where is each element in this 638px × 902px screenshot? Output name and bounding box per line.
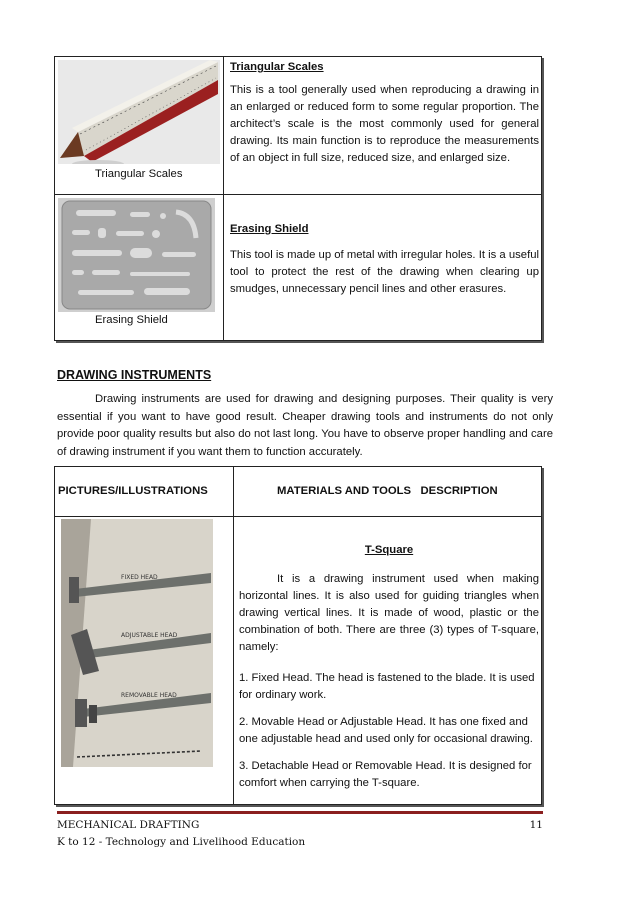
table-row-triangular-scales	[55, 57, 541, 195]
page-footer	[57, 811, 543, 851]
tools-table	[54, 56, 542, 341]
t-square-type-movable: 2. Movable Head or Adjustable Head. It has one fixed and one adjustable head and used only for occasional drawing.	[239, 716, 533, 745]
triangular-scales-caption: Triangular Scales	[95, 168, 183, 180]
column-header-pictures: PICTURES/ILLUSTRATIONS	[58, 485, 208, 497]
footer-course: MECHANICAL DRAFTING	[57, 819, 200, 831]
t-square-type-detachable: 3. Detachable Head or Removable Head. It is designed for comfort when carrying the T-square.	[239, 760, 532, 789]
table-row-erasing-shield	[55, 194, 541, 338]
triangular-scales-description-cell	[230, 59, 539, 167]
triangular-scales-description: This is a tool generally used when reproducing a drawing in an enlarged or reduced form to some regular proportion. The architect’s scale is the most commonly used for general drawing. Its main function is to reproduce the measurements of an object in full size, reduced size, and enlarged size.	[230, 84, 539, 164]
instruments-table	[54, 466, 542, 805]
t-square-type-fixed: 1. Fixed Head. The head is fastened to the blade. It is used for ordinary work.	[239, 672, 535, 701]
t-square-photo	[61, 519, 213, 767]
footer-program: K to 12 - Technology and Livelihood Education	[57, 836, 306, 848]
t-square-title: T-Square	[364, 544, 414, 556]
erasing-shield-description-cell	[230, 221, 539, 298]
t-square-description-cell	[239, 542, 539, 792]
column-header-description: MATERIALS AND TOOLS DESCRIPTION	[277, 485, 498, 497]
triangular-scales-photo	[58, 60, 220, 164]
table-row-t-square	[55, 516, 541, 802]
removable-head-label: REMOVABLE HEAD	[121, 692, 177, 699]
erasing-shield-title: Erasing Shield	[230, 223, 309, 235]
erasing-shield-caption: Erasing Shield	[95, 314, 168, 326]
section-paragraph: Drawing instruments are used for drawing and designing purposes. Their quality is very essential if you want to have good result. Cheaper drawing tools and instruments do not only provide poor quality results but also do not last long. You have to observe proper handling and care of drawing instrument if you want them to function accurately.	[57, 393, 553, 458]
erasing-shield-photo	[58, 198, 215, 312]
table-header-row	[55, 467, 541, 517]
t-square-intro: It is a drawing instrument used when making horizontal lines. It is also used for guiding triangles when drawing vertical lines. It is made of wood, plastic or the combination of both. There are three (3) types of T-square, namely:	[239, 573, 539, 653]
page-number: 11	[529, 819, 543, 831]
fixed-head-label: FIXED HEAD	[121, 574, 158, 581]
adjustable-head-label: ADJUSTABLE HEAD	[121, 632, 178, 639]
erasing-shield-description: This tool is made up of metal with irregular holes. It is a useful tool to protect the rest of the drawing when clearing up smudges, unnecessary pencil lines and other erasures.	[230, 249, 539, 295]
section-heading: DRAWING INSTRUMENTS	[57, 368, 212, 382]
triangular-scales-title: Triangular Scales	[230, 61, 324, 73]
